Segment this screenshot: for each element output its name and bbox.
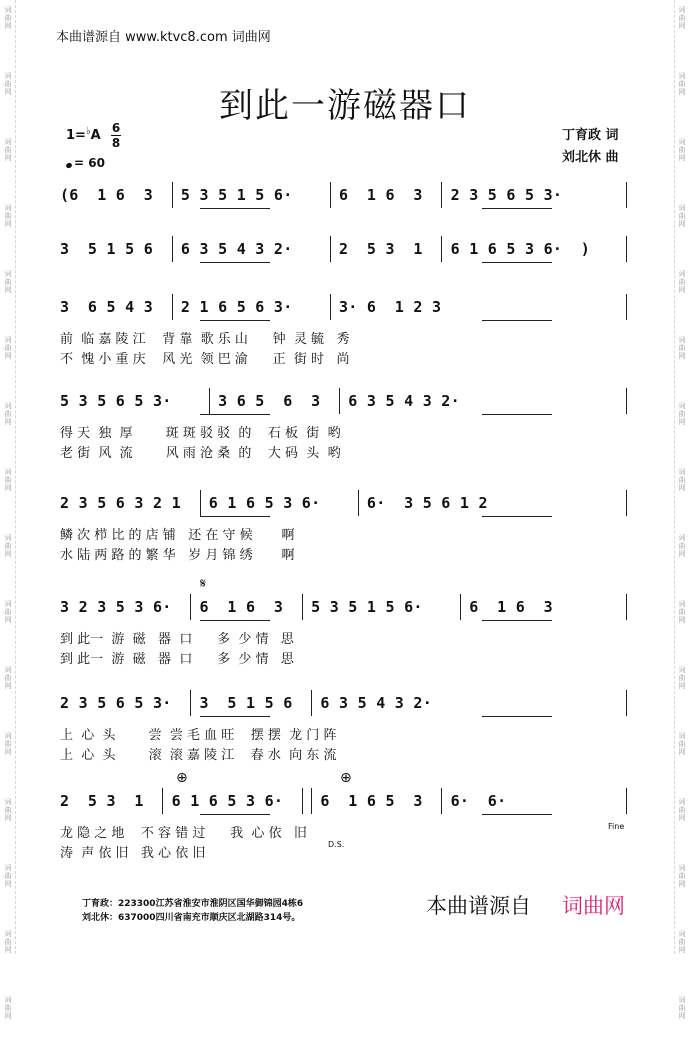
note-glyph: 1: [413, 240, 423, 258]
barline: [172, 294, 173, 320]
note-glyph: 5: [106, 298, 116, 316]
note-glyph: ·: [283, 240, 293, 258]
beam-line: [482, 414, 552, 415]
note-glyph: 5: [506, 240, 516, 258]
note-glyph: ·: [450, 392, 460, 410]
note-glyph: 3: [422, 392, 432, 410]
note-glyph: 1: [97, 186, 107, 204]
notation-line: [60, 792, 640, 816]
note-glyph: 6: [69, 186, 79, 204]
side-watermark-text: 词 曲 网: [4, 600, 12, 624]
side-watermark-text: 词 曲 网: [678, 6, 686, 30]
beam-line: [200, 208, 270, 209]
note-glyph: 4: [125, 298, 135, 316]
note-glyph: ·: [413, 598, 423, 616]
note-glyph: 2: [273, 240, 283, 258]
beam-line: [200, 414, 270, 415]
lyric-line-2: 涛 声 依 旧 我 心 依 旧: [60, 846, 206, 861]
note-glyph: 2: [60, 694, 70, 712]
side-watermark-text: 词 曲 网: [678, 798, 686, 822]
note-glyph: 3: [78, 494, 88, 512]
note-glyph: 5: [227, 694, 237, 712]
note-glyph: 3: [134, 494, 144, 512]
note-glyph: 1: [236, 186, 246, 204]
key-letter: A: [90, 128, 101, 143]
note-glyph: 2: [153, 494, 163, 512]
lyric-line-1: 前 临 嘉 陵 江 背 靠 歌 乐 山 钟 灵 毓 秀: [60, 332, 350, 347]
key-prefix: 1=: [66, 128, 86, 143]
header-source-text: 本曲谱源自 www.ktvc8.com 词曲网: [56, 30, 271, 45]
side-watermark-text: 词 曲 网: [678, 864, 686, 888]
fine-mark: Fine: [608, 822, 625, 831]
note-glyph: ·: [552, 240, 562, 258]
footer-line-2: 刘北休：637000四川省南充市顺庆区北湖路314号。: [82, 913, 301, 923]
note-glyph: 6: [87, 298, 97, 316]
note-glyph: 6: [199, 598, 209, 616]
note-glyph: 6: [366, 792, 376, 810]
lyric-line-2: 上 心 头 滚 滚 嘉 陵 江 春 水 向 东 流: [60, 748, 337, 763]
note-glyph: 6: [515, 598, 525, 616]
side-watermark-text: 词 曲 网: [4, 336, 12, 360]
note-glyph: 1: [190, 792, 200, 810]
notation-line: [60, 494, 640, 518]
note-glyph: 6: [246, 494, 256, 512]
note-glyph: 2: [60, 792, 70, 810]
composer: 刘北休 曲: [562, 150, 619, 165]
note-glyph: 3: [543, 186, 553, 204]
note-glyph: 6: [218, 298, 228, 316]
side-watermark-text: 词 曲 网: [678, 930, 686, 954]
notation-line: [60, 598, 640, 622]
note-glyph: 3: [60, 240, 70, 258]
note-glyph: 3: [273, 298, 283, 316]
quarter-note-icon: [65, 162, 72, 169]
note-glyph: ·: [311, 494, 321, 512]
note-glyph: 6: [469, 598, 479, 616]
note-glyph: 3: [143, 298, 153, 316]
tempo-marking: [66, 156, 105, 170]
note-glyph: 3: [60, 298, 70, 316]
note-glyph: 3: [199, 240, 209, 258]
barline-end: [626, 182, 627, 208]
barline: [441, 788, 442, 814]
note-glyph: 1: [134, 792, 144, 810]
note-glyph: 6: [404, 598, 414, 616]
note-glyph: 5: [134, 392, 144, 410]
note-glyph: 4: [376, 694, 386, 712]
note-glyph: 6: [208, 792, 218, 810]
note-glyph: 5: [385, 598, 395, 616]
note-glyph: 5: [385, 392, 395, 410]
note-glyph: ·: [273, 792, 283, 810]
note-glyph: 5: [227, 792, 237, 810]
beam-line: [200, 620, 270, 621]
note-glyph: 1: [469, 240, 479, 258]
barline: [172, 236, 173, 262]
note-glyph: 3: [394, 694, 404, 712]
note-glyph: 3: [199, 694, 209, 712]
note-glyph: 2: [339, 240, 349, 258]
note-glyph: 5: [348, 598, 358, 616]
barline: [190, 594, 191, 620]
note-glyph: 1: [366, 186, 376, 204]
note-glyph: 6: [543, 240, 553, 258]
note-glyph: 3: [273, 598, 283, 616]
note-glyph: 3: [525, 240, 535, 258]
note-glyph: 3: [153, 694, 163, 712]
note-glyph: 6: [273, 186, 283, 204]
side-watermark-text: 词 曲 网: [4, 798, 12, 822]
side-watermark-text: 词 曲 网: [678, 270, 686, 294]
side-watermark-text: 词 曲 网: [678, 996, 686, 1020]
note-glyph: 6: [320, 792, 330, 810]
lyricist: 丁育政 词: [562, 128, 619, 143]
beam-line: [482, 516, 552, 517]
note-glyph: 5: [125, 240, 135, 258]
note-glyph: 6: [441, 494, 451, 512]
note-glyph: 6: [283, 694, 293, 712]
note-glyph: 3: [543, 598, 553, 616]
notation-line: [60, 392, 640, 416]
note-glyph: 2: [180, 298, 190, 316]
note-glyph: 5: [311, 598, 321, 616]
note-glyph: 3: [413, 186, 423, 204]
barline: [162, 788, 163, 814]
note-glyph: 5: [422, 494, 432, 512]
note-glyph: 1: [459, 494, 469, 512]
note-glyph: 3: [385, 240, 395, 258]
side-watermark-text: 词 曲 网: [678, 402, 686, 426]
beam-line: [200, 320, 270, 321]
note-glyph: ·: [283, 186, 293, 204]
lyric-line-2: 不 愧 小 重 庆 风 光 领 巴 渝 正 街 时 尚: [60, 352, 350, 367]
note-glyph: 5: [180, 186, 190, 204]
note-glyph: 6: [236, 392, 246, 410]
note-glyph: 6: [487, 792, 497, 810]
notation-line: [60, 694, 640, 718]
side-watermark-text: 词 曲 网: [4, 402, 12, 426]
side-watermark-text: 词 曲 网: [678, 138, 686, 162]
note-glyph: ·: [422, 694, 432, 712]
key-signature: [66, 126, 101, 143]
note-glyph: 2: [413, 694, 423, 712]
segno-mark: 𝄋: [200, 576, 207, 592]
note-glyph: 3: [199, 186, 209, 204]
side-watermark-text: 词 曲 网: [4, 864, 12, 888]
note-glyph: 6: [348, 392, 358, 410]
side-watermark-text: 词 曲 网: [4, 6, 12, 30]
time-top: 6: [111, 121, 121, 135]
note-glyph: 6: [366, 298, 376, 316]
note-glyph: 1: [497, 598, 507, 616]
note-glyph: 6: [450, 240, 460, 258]
note-glyph: ·: [497, 792, 507, 810]
note-glyph: 1: [366, 598, 376, 616]
note-glyph: 5: [385, 792, 395, 810]
barline: [302, 788, 303, 814]
note-glyph: 3: [311, 392, 321, 410]
side-watermark-right: [674, 0, 689, 1020]
side-watermark-text: 词 曲 网: [4, 204, 12, 228]
note-glyph: 2: [478, 494, 488, 512]
note-glyph: 5: [255, 186, 265, 204]
note-glyph: 5: [60, 392, 70, 410]
note-glyph: 5: [87, 792, 97, 810]
side-watermark-left: [1, 0, 16, 1020]
note-glyph: 5: [134, 694, 144, 712]
note-glyph: ·: [459, 792, 469, 810]
note-glyph: 5: [115, 598, 125, 616]
note-glyph: 2: [78, 598, 88, 616]
note-glyph: 6: [385, 186, 395, 204]
note-glyph: 3: [339, 298, 349, 316]
barline-end: [626, 236, 627, 262]
tempo-value: = 60: [74, 156, 105, 170]
lyric-line-1: 鳞 次 栉 比 的 店 铺 还 在 守 候 啊: [60, 528, 295, 543]
note-glyph: 3: [329, 598, 339, 616]
side-watermark-text: 词 曲 网: [4, 270, 12, 294]
note-glyph: 2: [450, 186, 460, 204]
note-glyph: ): [580, 240, 590, 258]
note-glyph: 2: [413, 298, 423, 316]
note-glyph: ·: [348, 298, 358, 316]
lyric-line-2: 老 街 风 流 风 雨 沧 桑 的 大 码 头 哟: [60, 446, 341, 461]
lyric-line-1: 龙 隐 之 地 不 容 错 过 我 心 依 旧: [60, 826, 307, 841]
note-glyph: 6: [450, 792, 460, 810]
note-glyph: 5: [525, 186, 535, 204]
barline: [190, 690, 191, 716]
note-glyph: (: [60, 186, 70, 204]
note-glyph: 2: [60, 494, 70, 512]
side-watermark-text: 词 曲 网: [4, 666, 12, 690]
note-glyph: 6: [283, 392, 293, 410]
note-glyph: 6: [339, 186, 349, 204]
side-watermark-text: 词 曲 网: [678, 72, 686, 96]
note-glyph: 1: [246, 694, 256, 712]
note-glyph: 6: [153, 598, 163, 616]
note-glyph: 6: [115, 186, 125, 204]
barline: [302, 594, 303, 620]
side-watermark-text: 词 曲 网: [4, 732, 12, 756]
note-glyph: 1: [227, 494, 237, 512]
note-glyph: ·: [283, 298, 293, 316]
barline-end: [626, 294, 627, 320]
note-glyph: 3: [404, 494, 414, 512]
brand-text: 本曲谱源自: [426, 894, 531, 918]
note-glyph: 5: [97, 494, 107, 512]
note-glyph: 3: [60, 598, 70, 616]
note-glyph: 4: [236, 240, 246, 258]
time-signature: [111, 122, 121, 149]
note-glyph: ·: [552, 186, 562, 204]
barline: [311, 788, 312, 814]
note-glyph: 3: [283, 494, 293, 512]
note-glyph: 6: [301, 494, 311, 512]
ds-mark: D.S.: [328, 840, 345, 849]
note-glyph: 6: [171, 792, 181, 810]
note-glyph: ·: [162, 694, 172, 712]
side-watermark-text: 词 曲 网: [4, 72, 12, 96]
note-glyph: 5: [366, 240, 376, 258]
note-glyph: 3: [255, 240, 265, 258]
note-glyph: ·: [376, 494, 386, 512]
note-glyph: 5: [264, 694, 274, 712]
note-glyph: 5: [264, 494, 274, 512]
note-glyph: 4: [404, 392, 414, 410]
note-glyph: 6: [320, 694, 330, 712]
note-glyph: 6: [366, 494, 376, 512]
side-watermark-text: 词 曲 网: [678, 666, 686, 690]
beam-line: [482, 262, 552, 263]
note-glyph: 5: [218, 240, 228, 258]
note-glyph: 6: [506, 186, 516, 204]
note-glyph: 3: [78, 694, 88, 712]
note-glyph: 5: [357, 694, 367, 712]
lyric-line-1: 上 心 头 尝 尝 毛 血 旺 摆 摆 龙 门 阵: [60, 728, 337, 743]
note-glyph: 5: [87, 240, 97, 258]
lyric-line-1: 得 天 独 厚 斑 斑 驳 驳 的 石 板 街 哟: [60, 426, 341, 441]
coda-mark-1: ⊕: [176, 770, 188, 786]
side-watermark-text: 词 曲 网: [678, 732, 686, 756]
brand-site-name: 词曲网: [562, 894, 625, 918]
note-glyph: 3: [432, 298, 442, 316]
barline: [330, 294, 331, 320]
footer-line-1: 丁育政：223300江苏省淮安市淮阴区国华御锦园4栋6: [82, 899, 304, 909]
time-bottom: 8: [111, 136, 121, 150]
side-watermark-text: 词 曲 网: [678, 600, 686, 624]
beam-line: [482, 716, 552, 717]
note-glyph: 1: [171, 494, 181, 512]
barline: [209, 388, 210, 414]
note-glyph: 3: [143, 186, 153, 204]
note-glyph: 6: [264, 792, 274, 810]
note-glyph: 6: [143, 240, 153, 258]
note-glyph: 3: [78, 392, 88, 410]
note-glyph: 5: [97, 392, 107, 410]
barline: [330, 236, 331, 262]
barline: [441, 182, 442, 208]
barline-end: [626, 788, 627, 814]
note-glyph: 1: [348, 792, 358, 810]
barline-end: [626, 388, 627, 414]
barline-end: [626, 594, 627, 620]
notation-line: [60, 298, 640, 322]
note-glyph: 5: [255, 392, 265, 410]
note-glyph: 1: [106, 240, 116, 258]
beam-line: [482, 208, 552, 209]
beam-line: [200, 516, 270, 517]
note-glyph: 3: [246, 792, 256, 810]
note-glyph: 5: [487, 186, 497, 204]
note-glyph: 1: [199, 298, 209, 316]
side-watermark-text: 词 曲 网: [678, 468, 686, 492]
barline: [358, 490, 359, 516]
note-glyph: 5: [236, 298, 246, 316]
side-watermark-text: 词 曲 网: [4, 468, 12, 492]
note-glyph: 6: [115, 392, 125, 410]
barline: [200, 490, 201, 516]
song-title: 到此一游磁器口: [219, 86, 471, 126]
barline-end: [626, 490, 627, 516]
note-glyph: 3: [134, 598, 144, 616]
side-watermark-text: 词 曲 网: [678, 534, 686, 558]
side-watermark-text: 词 曲 网: [4, 138, 12, 162]
note-glyph: 6: [115, 494, 125, 512]
notation-line: [60, 240, 640, 264]
lyric-line-2: 水 陆 两 路 的 繁 华 岁 月 锦 绣 啊: [60, 548, 295, 563]
note-glyph: 5: [97, 694, 107, 712]
side-watermark-text: 词 曲 网: [678, 336, 686, 360]
side-watermark-text: 词 曲 网: [4, 930, 12, 954]
barline: [460, 594, 461, 620]
notation-line: [60, 186, 640, 210]
note-glyph: ·: [162, 392, 172, 410]
note-glyph: 2: [441, 392, 451, 410]
beam-line: [200, 262, 270, 263]
barline-end: [626, 690, 627, 716]
beam-line: [482, 320, 552, 321]
note-glyph: 6: [115, 694, 125, 712]
side-watermark-text: 词 曲 网: [4, 996, 12, 1020]
note-glyph: 6: [255, 298, 265, 316]
note-glyph: 3: [413, 792, 423, 810]
note-glyph: 6: [180, 240, 190, 258]
note-glyph: 1: [394, 298, 404, 316]
note-glyph: 3: [97, 598, 107, 616]
coda-mark-2: ⊕: [340, 770, 352, 786]
note-glyph: 3: [218, 392, 228, 410]
note-glyph: 3: [153, 392, 163, 410]
barline: [172, 182, 173, 208]
note-glyph: 5: [218, 186, 228, 204]
note-glyph: 3: [106, 792, 116, 810]
lyric-line-2: 到 此一 游 磁 器 口 多 少 情 思: [60, 652, 294, 667]
side-watermark-text: 词 曲 网: [678, 204, 686, 228]
lyric-line-1: 到 此一 游 磁 器 口 多 少 情 思: [60, 632, 294, 647]
barline: [339, 388, 340, 414]
note-glyph: 6: [208, 494, 218, 512]
barline: [330, 182, 331, 208]
beam-line: [482, 620, 552, 621]
note-glyph: 1: [227, 598, 237, 616]
note-glyph: 3: [469, 186, 479, 204]
beam-line: [200, 716, 270, 717]
barline: [441, 236, 442, 262]
note-glyph: 3: [339, 694, 349, 712]
note-glyph: 3: [366, 392, 376, 410]
beam-line: [200, 814, 270, 815]
side-watermark-text: 词 曲 网: [4, 534, 12, 558]
note-glyph: 6: [246, 598, 256, 616]
note-glyph: ·: [162, 598, 172, 616]
note-glyph: 6: [487, 240, 497, 258]
barline: [311, 690, 312, 716]
key-flat: ♭: [85, 126, 91, 137]
beam-line: [482, 814, 552, 815]
